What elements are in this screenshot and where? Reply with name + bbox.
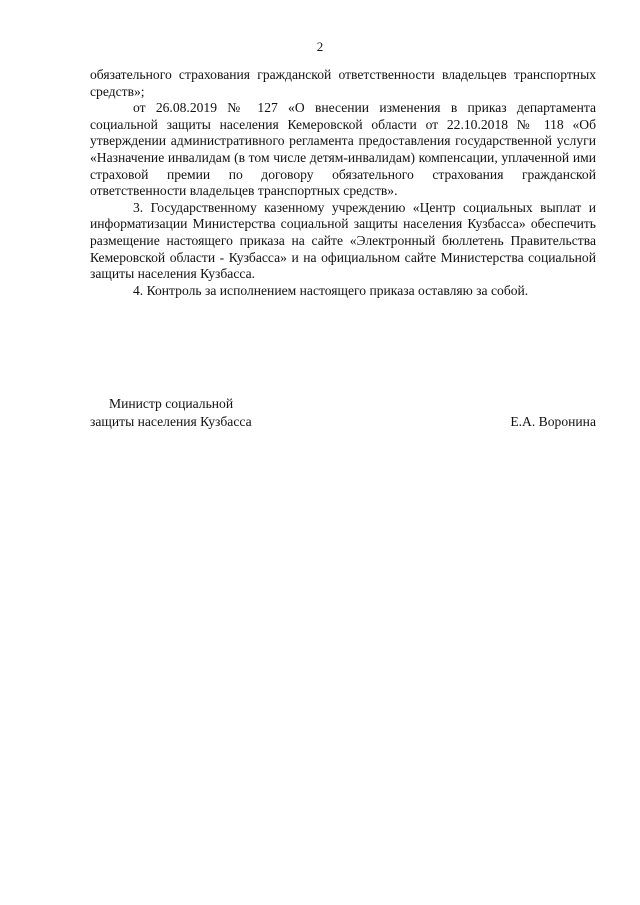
signature-row	[90, 413, 596, 431]
signatory-title-line1: Министр социальной	[109, 396, 234, 411]
signatory-name: Е.А. Воронина	[510, 414, 596, 429]
paragraph-continuation: обязательного страхования гражданской ответственности владельцев транспортных средств»;	[90, 67, 596, 99]
page-number: 2	[316, 39, 324, 54]
paragraph-order-127: от 26.08.2019 № 127 «О внесении изменения в приказ департамента социальной защиты населения Кемеровской области от 22.10.2018 № 118 «Об утверждении административного регламента предоставления государственной услуги «Назначение инвалидам (в том числе детям-инвалидам) компенсации, уплаченной ими страховой премии по договору обязательного страхования гражданской ответственности владельцев транспортных средств».	[90, 100, 596, 199]
paragraph-item-3: 3. Государственному казенному учреждению «Центр социальных выплат и информатизации Министерства социальной защиты населения Кузбасса» обеспечить размещение настоящего приказа на сайте «Электронный бюллетень Правительства Кемеровской области - Кузбасса» и на официальном сайте Министерства социальной защиты населения Кузбасса.	[90, 199, 596, 282]
signature-block	[90, 395, 596, 431]
paragraph-item-4: 4. Контроль за исполнением настоящего приказа оставляю за собой.	[133, 282, 529, 298]
signatory-title-line2: защиты населения Кузбасса	[90, 414, 252, 429]
document-body	[90, 67, 596, 299]
